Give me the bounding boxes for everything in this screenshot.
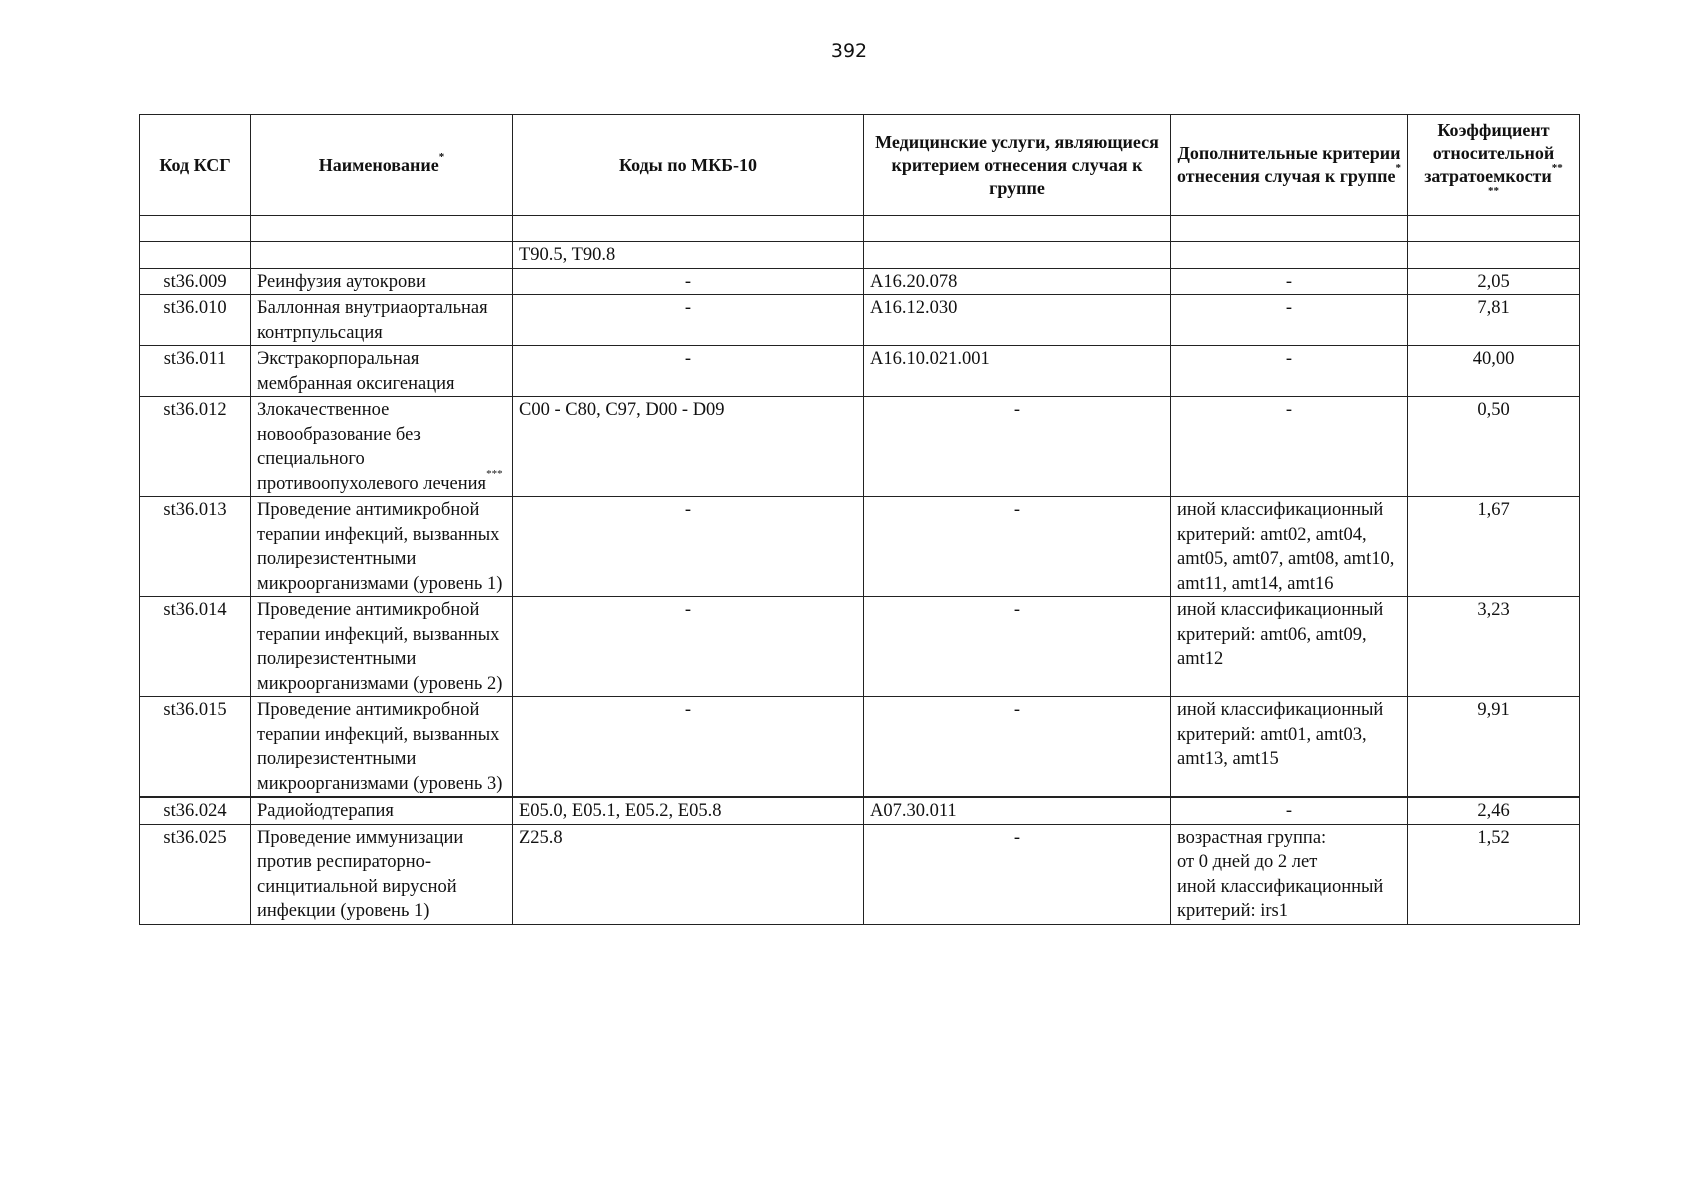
additional-cell: - [1171,268,1408,295]
code-cell: st36.011 [140,346,251,397]
additional-cell: иной классификационный критерий: amt06, amt09, amt12 [1171,597,1408,697]
page-number: 392 [830,40,868,62]
continuation-icd: T90.5, T90.8 [513,242,864,269]
services-cell: - [864,824,1171,924]
coef-cell: 2,46 [1408,797,1580,824]
blank-row [140,216,1580,242]
coef-cell: 40,00 [1408,346,1580,397]
services-cell: - [864,497,1171,597]
code-cell: st36.025 [140,824,251,924]
coef-cell: 1,52 [1408,824,1580,924]
coef-cell: 0,50 [1408,397,1580,497]
icd-cell: - [513,697,864,798]
coef-cell: 3,23 [1408,597,1580,697]
name-cell: Радиойодтерапия [251,797,513,824]
header-services: Медицинские услуги, являющиеся критерием отнесения случая к группе [864,115,1171,216]
coef-cell: 9,91 [1408,697,1580,798]
footnote-mark: *** [486,468,503,481]
header-coef: Коэффициент относительной затратоемкости** ** [1408,115,1580,216]
continuation-row [140,242,1580,269]
table-row [140,397,1580,497]
additional-cell: - [1171,397,1408,497]
icd-cell: - [513,497,864,597]
icd-cell: - [513,346,864,397]
code-cell: st36.012 [140,397,251,497]
additional-line: иной классификационный критерий: irs1 [1177,876,1384,921]
table-row [140,497,1580,597]
services-cell: - [864,397,1171,497]
table-row [140,797,1580,824]
name-cell: Экстракорпоральная мембранная оксигенация [251,346,513,397]
services-cell: A16.12.030 [864,295,1171,346]
table-row [140,346,1580,397]
services-cell: A07.30.011 [864,797,1171,824]
header-additional: Дополнительные критерии отнесения случая к группе* [1171,115,1408,216]
icd-cell: Z25.8 [513,824,864,924]
icd-cell: C00 - C80, C97, D00 - D09 [513,397,864,497]
name-cell: Баллонная внутриаортальная контрпульсация [251,295,513,346]
header-name: Наименование* [251,115,513,216]
table-row [140,268,1580,295]
header-row [140,115,1580,216]
name-cell: Проведение иммунизации против респираторно-синцитиальной вирусной инфекции (уровень 1) [251,824,513,924]
additional-cell [1171,824,1408,924]
ksg-table [139,114,1580,925]
name-cell: Проведение антимикробной терапии инфекций, вызванных полирезистентными микроорганизмами (уровень 2) [251,597,513,697]
services-cell: A16.20.078 [864,268,1171,295]
name-cell: Проведение антимикробной терапии инфекций, вызванных полирезистентными микроорганизмами (уровень 3) [251,697,513,798]
name-cell: Проведение антимикробной терапии инфекций, вызванных полирезистентными микроорганизмами (уровень 1) [251,497,513,597]
services-cell: - [864,597,1171,697]
code-cell: st36.009 [140,268,251,295]
additional-cell: - [1171,797,1408,824]
icd-cell: - [513,268,864,295]
additional-cell: - [1171,346,1408,397]
code-cell: st36.013 [140,497,251,597]
name-cell: Реинфузия аутокрови [251,268,513,295]
icd-cell: - [513,597,864,697]
services-cell: A16.10.021.001 [864,346,1171,397]
table-row [140,597,1580,697]
services-cell: - [864,697,1171,798]
code-cell: st36.010 [140,295,251,346]
code-cell: st36.024 [140,797,251,824]
additional-line: возрастная группа: [1177,827,1327,848]
additional-cell: иной классификационный критерий: amt02, amt04, amt05, amt07, amt08, amt10, amt11, amt14, amt16 [1171,497,1408,597]
additional-cell: иной классификационный критерий: amt01, amt03, amt13, amt15 [1171,697,1408,798]
code-cell: st36.014 [140,597,251,697]
code-cell: st36.015 [140,697,251,798]
coef-cell: 7,81 [1408,295,1580,346]
header-icd: Коды по МКБ-10 [513,115,864,216]
header-code: Код КСГ [140,115,251,216]
table-row [140,697,1580,798]
name-cell: Злокачественное новообразование без специального противоопухолевого лечения*** [251,397,513,497]
table-row [140,824,1580,924]
additional-cell: - [1171,295,1408,346]
icd-cell: E05.0, E05.1, E05.2, E05.8 [513,797,864,824]
coef-cell: 2,05 [1408,268,1580,295]
additional-line: от 0 дней до 2 лет [1177,852,1318,872]
coef-cell: 1,67 [1408,497,1580,597]
table-row [140,295,1580,346]
icd-cell: - [513,295,864,346]
